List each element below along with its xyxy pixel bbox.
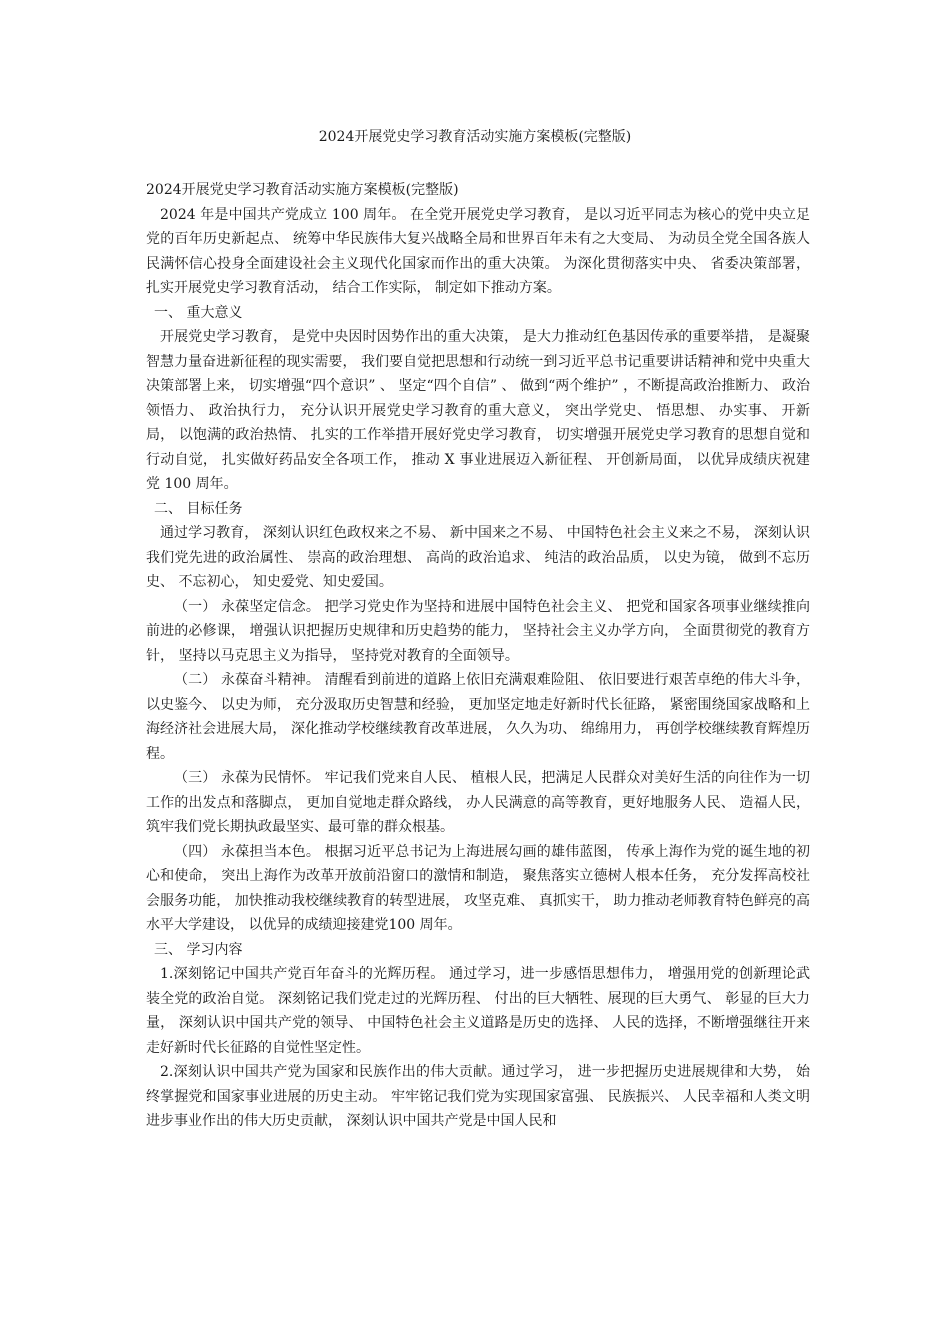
page-header-title: 2024开展党史学习教育活动实施方案模板(完整版) [318,129,632,145]
document-title: 2024开展党史学习教育活动实施方案模板(完整版) [146,182,459,198]
section-heading-content: 三、 学习内容 [154,941,243,958]
content-item-2: 2.深刻认识中国共产党为国家和民族作出的伟大贡献。通过学习， 进一步把握历史进展规律和大势， 始终掌握党和国家事业进展的历史主动。 牢牢铭记我们党为实现国家富强、 民族振兴、 人民幸福和人类文明进步事业作出的伟大历史贡献， 深刻认识中国共产党是中国人民和 [146,1064,810,1129]
goals-paragraph: 通过学习教育， 深刻认识红色政权来之不易、 新中国来之不易、 中国特色社会主义来之不易， 深刻认识我们党先进的政治属性、 崇高的政治理想、 高尚的政治追求、 纯洁的政治品质， 以史为镜， 做到不忘历史、 不忘初心， 知史爱党、知史爱国。 [146,525,810,590]
section-heading-significance: 一、 重大意义 [154,304,243,321]
goal-item-faith: （一） 永葆坚定信念。 把学习党史作为坚持和进展中国特色社会主义、 把党和国家各项事业继续推向前进的必修课， 增强认识把握历史规律和历史趋势的能力， 坚持社会主义办学方向， 全面贯彻党的教育方针， 坚持以马克思主义为指导， 坚持党对教育的全面领导。 [146,598,810,664]
section-heading-goals: 二、 目标任务 [154,500,243,517]
significance-paragraph: 开展党史学习教育， 是党中央因时因势作出的重大决策， 是大力推动红色基因传承的重要举措， 是凝聚智慧力量奋进新征程的现实需要， 我们要自觉把思想和行动统一到习近平总书记重要讲话精神和党中央重大决策部署上来， 切实增强“四个意识” 、 坚定“四个自信” 、 做到“两个维护” ，不断提高政治推断力、 政治领悟力、 政治执行力， 充分认识开展党史学习教育的重大意义， 突出学党史、 悟思想、 办实事、 开新局， 以饱满的政治热情、 扎实的工作举措开展好党史学习教育， 切实增强开展党史学习教育的思想自觉和行动自觉， 扎实做好药品安全各项工作， 推动 X 事业进展迈入新征程、 开创新局面， 以优异成绩庆祝建党 100 周年。 [146,329,810,492]
intro-paragraph: 2024 年是中国共产党成立 100 周年。 在全党开展党史学习教育， 是以习近平同志为核心的党中央立足党的百年历史新起点、 统筹中华民族伟大复兴战略全局和世界百年未有之大变局、 为动员全党全国各族人民满怀信心投身全面建设社会主义现代化国家而作出的重大决策。 为深化贯彻落实中央、 省委决策部署， 扎实开展党史学习教育活动， 结合工作实际， 制定如下推动方案。 [146,206,810,296]
goal-item-struggle: （二） 永葆奋斗精神。 清醒看到前进的道路上依旧充满艰难险阻、 依旧要进行艰苦卓绝的伟大斗争， 以史鉴今、 以史为师， 充分汲取历史智慧和经验， 更加坚定地走好新时代长征路， 紧密围绕国家战略和上海经济社会进展大局， 深化推动学校继续教育改革进展， 久久为功、 绵绵用力， 再创学校继续教育辉煌历程。 [146,672,810,762]
document-body [146,178,810,1134]
goal-item-responsibility: （四） 永葆担当本色。 根据习近平总书记为上海进展勾画的雄伟蓝图， 传承上海作为党的诞生地的初心和使命， 突出上海作为改革开放前沿窗口的激情和制造， 聚焦落实立德树人根本任务， 充分发挥高校社会服务功能， 加快推动我校继续教育的转型进展， 攻坚克难、 真抓实干， 助力推动老师教育特色鲜亮的高水平大学建设， 以优异的成绩迎接建党100 周年。 [146,843,810,933]
goal-item-people: （三） 永葆为民情怀。 牢记我们党来自人民、 植根人民，把满足人民群众对美好生活的向往作为一切工作的出发点和落脚点， 更加自觉地走群众路线， 办人民满意的高等教育，更好地服务人民、 造福人民， 筑牢我们党长期执政最坚实、最可靠的群众根基。 [146,770,810,835]
content-item-1: 1.深刻铭记中国共产党百年奋斗的光辉历程。 通过学习，进一步感悟思想伟力， 增强用党的创新理论武装全党的政治自觉。 深刻铭记我们党走过的光辉历程、 付出的巨大牺牲、展现的巨大勇气、 彰显的巨大力量， 深刻认识中国共产党的领导、 中国特色社会主义道路是历史的选择、 人民的选择，不断增强继往开来走好新时代长征路的自觉性坚定性。 [146,966,810,1056]
